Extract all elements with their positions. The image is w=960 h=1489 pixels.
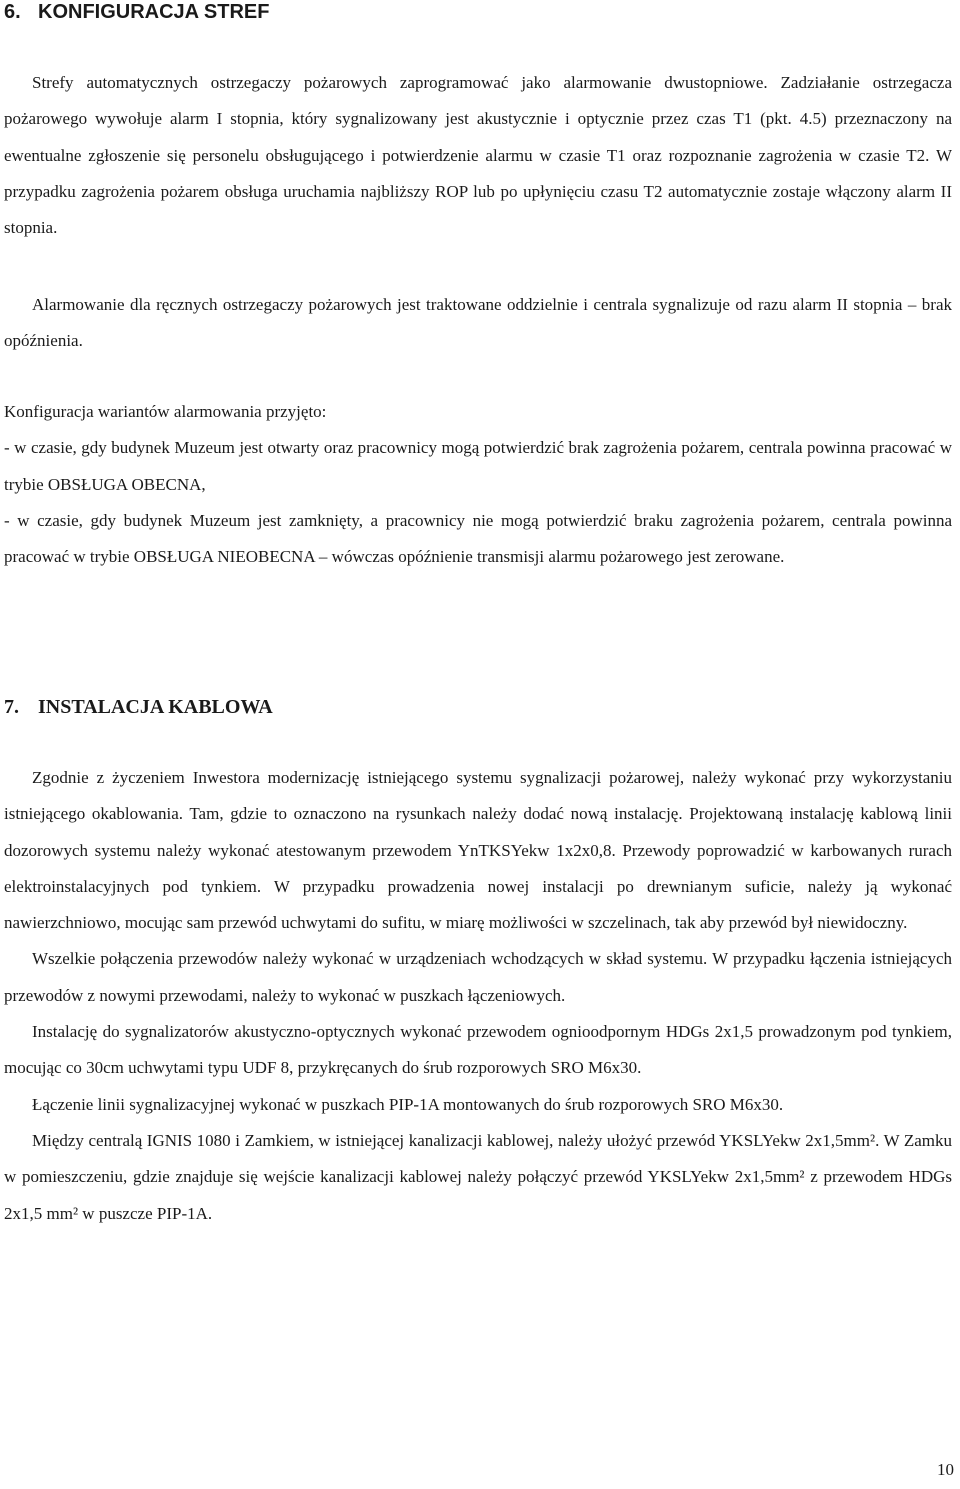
section-7-heading	[4, 695, 273, 719]
section-7-paragraph-1: Zgodnie z życzeniem Inwestora modernizację istniejącego systemu sygnalizacji pożarowej, należy wykonać przy wykorzystaniu istniejącego okablowania. Tam, gdzie to oznaczono na rysunkach należy dodać nową instalację. Projektowaną instalację kablową linii dozorowych systemu należy wykonać atestowanym przewodem YnTKSYekw 1x2x0,8. Przewody poprowadzić w karbowanych rurach elektroinstalacyjnych pod tynkiem. W przypadku prowadzenia nowej instalacji po drewnianym suficie, należy ją wykonać nawierzchniowo, mocując sam przewód uchwytami do sufitu, w miarę możliwości w szczelinach, tak aby przewód był niewidoczny.	[4, 768, 952, 933]
section-7-number: 7.	[4, 696, 19, 718]
page-number: 10	[937, 1460, 954, 1479]
section-6-paragraph-3	[4, 394, 952, 575]
section-7-title: INSTALACJA KABLOWA	[38, 696, 273, 718]
paragraph-text: Strefy automatycznych ostrzegaczy pożarowych zaprogramować jako alarmowanie dwustopniowe. Zadziałanie ostrzegacza pożarowego wywołuje alarm I stopnia, który sygnalizowany jest akustycznie i optycznie przez czas T1 (pkt. 4.5) przeznaczony na ewentualne zgłoszenie się personelu obsługującego i potwierdzenie alarmu w czasie T1 oraz rozpoznanie zagrożenia w czasie T2. W przypadku zagrożenia pożarem obsługa uruchamia najbliższy ROP lub po upłynięciu czasu T2 automatycznie zostaje włączony alarm II stopnia.	[4, 73, 952, 238]
section-6-paragraph-2	[4, 287, 952, 360]
list-item-open: - w czasie, gdy budynek Muzeum jest otwarty oraz pracownicy mogą potwierdzić brak zagrożenia pożarem, centrala powinna pracować w trybie OBSŁUGA OBECNA,	[4, 438, 952, 494]
section-6-number: 6.	[4, 1, 21, 23]
section-6-heading	[4, 0, 269, 24]
section-7-paragraph-3: Instalację do sygnalizatorów akustyczno-optycznych wykonać przewodem ognioodpornym HDGs 2x1,5 prowadzonym pod tynkiem, mocując co 30cm uchwytami typu UDF 8, przykręcanych do śrub rozporowych SRO M6x30.	[4, 1022, 952, 1078]
section-7-paragraph-2: Wszelkie połączenia przewodów należy wykonać w urządzeniach wchodzących w skład systemu. W przypadku łączenia istniejących przewodów z nowymi przewodami, należy to wykonać w puszkach łączeniowych.	[4, 949, 952, 1005]
section-7-paragraph-4: Łączenie linii sygnalizacyjnej wykonać w puszkach PIP-1A montowanych do śrub rozporowych SRO M6x30.	[32, 1094, 784, 1114]
section-7-paragraphs	[4, 760, 952, 1232]
paragraph-intro: Konfiguracja wariantów alarmowania przyjęto:	[4, 402, 327, 421]
list-item-closed: - w czasie, gdy budynek Muzeum jest zamknięty, a pracownicy nie mogą potwierdzić braku zagrożenia pożarem, centrala powinna pracować w trybie OBSŁUGA NIEOBECNA – wówczas opóźnienie transmisji alarmu pożarowego jest zerowane.	[4, 510, 952, 567]
section-7-paragraph-5: Między centralą IGNIS 1080 i Zamkiem, w istniejącej kanalizacji kablowej, należy ułożyć przewód YKSLYekw 2x1,5mm². W Zamku w pomieszczeniu, gdzie znajduje się wejście kanalizacji kablowej należy połączyć przewód YKSLYekw 2x1,5mm² z przewodem HDGs 2x1,5 mm² w puszcze PIP-1A.	[4, 1130, 952, 1223]
paragraph-text: Alarmowanie dla ręcznych ostrzegaczy pożarowych jest traktowane oddzielnie i centrala sygnalizuje od razu alarm II stopnia – brak opóźnienia.	[4, 295, 952, 351]
section-6-paragraph-1	[4, 65, 952, 246]
section-6-title: KONFIGURACJA STREF	[38, 1, 270, 23]
